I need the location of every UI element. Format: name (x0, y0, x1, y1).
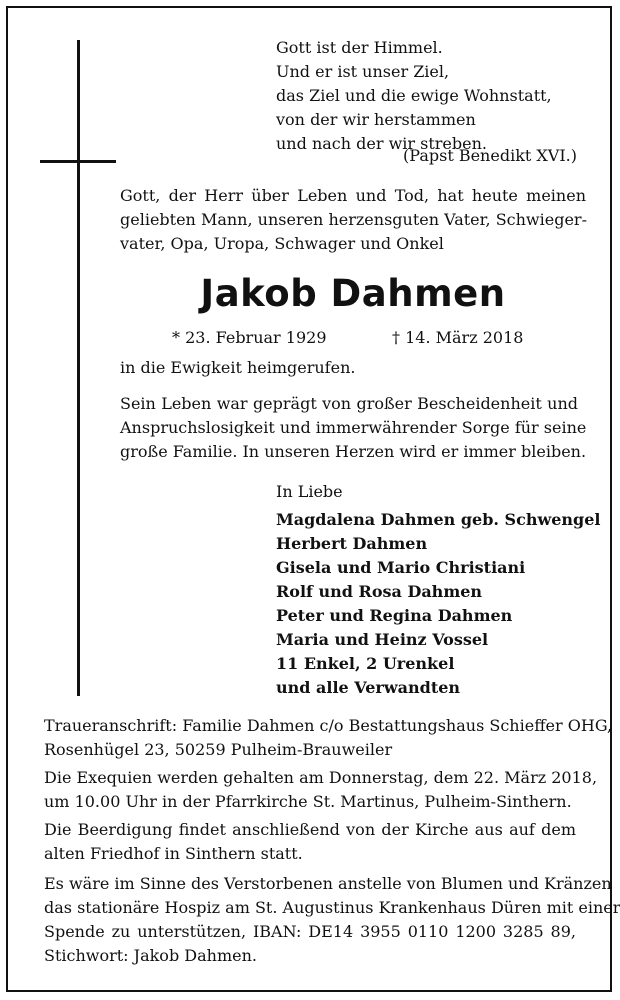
family-list (276, 508, 601, 700)
cross-icon (77, 40, 80, 696)
verse-attribution: (Papst Benedikt XVI.) (403, 146, 577, 165)
donation-line: Stichwort: Jakob Dahmen. (44, 946, 257, 965)
intro-line: geliebten Mann, unseren herzensguten Vater, Schwieger- (120, 210, 587, 229)
called-home-text: in die Ewigkeit heimgerufen. (120, 358, 356, 377)
donation-notice (44, 872, 620, 968)
address-line: Traueranschrift: Familie Dahmen c/o Bestattungshaus Schieffer OHG, (44, 716, 613, 735)
family-member: Rolf und Rosa Dahmen (276, 582, 483, 601)
exequies-line: Die Exequien werden gehalten am Donnerstag, dem 22. März 2018, (44, 768, 598, 787)
bio-line: Sein Leben war geprägt von großer Bescheidenheit und (120, 394, 578, 413)
exequies-notice (44, 766, 598, 814)
burial-line: alten Friedhof in Sinthern statt. (44, 844, 303, 863)
cross-bar (40, 160, 116, 163)
family-member: Peter und Regina Dahmen (276, 606, 513, 625)
intro-line: vater, Opa, Uropa, Schwager und Onkel (120, 234, 444, 253)
birth-date: * 23. Februar 1929 (172, 328, 327, 347)
family-member: und alle Verwandten (276, 678, 461, 697)
donation-line: Spende zu unterstützen, IBAN: DE14 3955 0110 1200 3285 89, (44, 922, 576, 941)
bio-text (120, 392, 587, 464)
family-member: Gisela und Mario Christiani (276, 558, 526, 577)
donation-line: Es wäre im Sinne des Verstorbenen anstelle von Blumen und Kränzen (44, 874, 612, 893)
burial-line: Die Beerdigung findet anschließend von der Kirche aus auf dem (44, 820, 576, 839)
death-date: † 14. März 2018 (392, 328, 524, 347)
in-love-label: In Liebe (276, 482, 343, 501)
intro-line: Gott, der Herr über Leben und Tod, hat heute meinen (120, 186, 586, 205)
family-member: Maria und Heinz Vossel (276, 630, 489, 649)
verse-line: Gott ist der Himmel. (276, 38, 443, 57)
address-line: Rosenhügel 23, 50259 Pulheim-Brauweiler (44, 740, 393, 759)
donation-line: das stationäre Hospiz am St. Augustinus Krankenhaus Düren mit einer (44, 898, 620, 917)
verse-line: das Ziel und die ewige Wohnstatt, (276, 86, 552, 105)
verse-line: Und er ist unser Ziel, (276, 62, 450, 81)
mourning-address (44, 714, 613, 762)
verse (276, 36, 586, 156)
family-member: Herbert Dahmen (276, 534, 428, 553)
verse-line: und nach der wir streben. (276, 134, 487, 153)
intro-text (120, 184, 586, 256)
family-member: 11 Enkel, 2 Urenkel (276, 654, 455, 673)
family-member: Magdalena Dahmen geb. Schwengel (276, 510, 601, 529)
bio-line: Anspruchslosigkeit und immerwährender Sorge für seine (120, 418, 587, 437)
deceased-name: Jakob Dahmen (200, 272, 506, 315)
verse-line: von der wir herstammen (276, 110, 476, 129)
burial-notice (44, 818, 576, 866)
exequies-line: um 10.00 Uhr in der Pfarrkirche St. Martinus, Pulheim-Sinthern. (44, 792, 572, 811)
bio-line: große Familie. In unseren Herzen wird er immer bleiben. (120, 442, 587, 461)
